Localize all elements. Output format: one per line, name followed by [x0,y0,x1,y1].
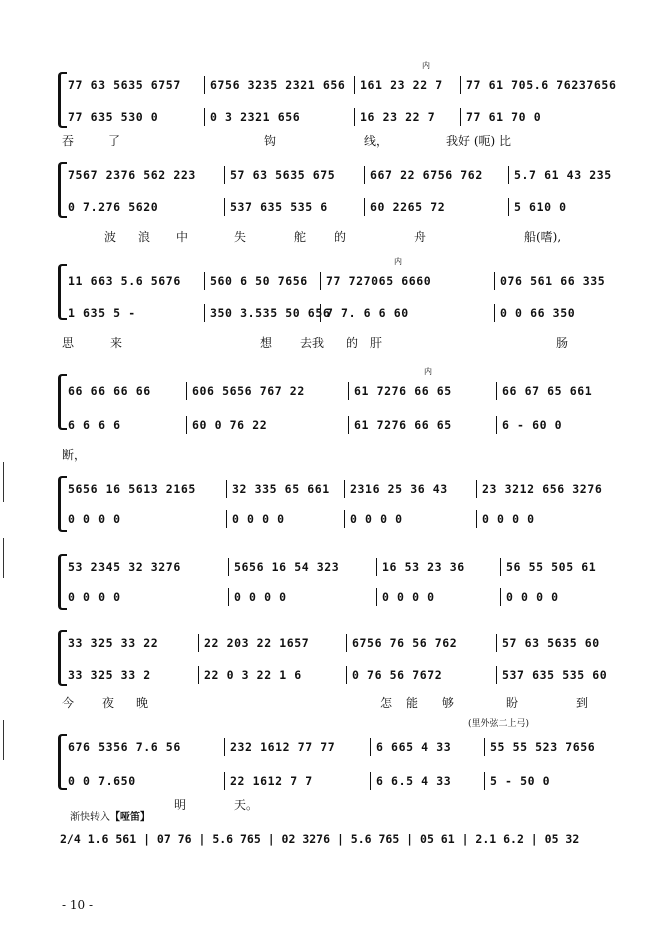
measure: 22 0 3 22 1 6 [204,668,302,682]
measure: 350 3.535 50 656 [210,306,331,320]
lyric: 船(嗜), [524,230,562,244]
barline [496,416,497,434]
measure: 23 3212 656 3276 [482,482,603,496]
lyrics-line [64,446,636,462]
measure: 6 6.5 4 33 [376,774,452,788]
measure: 57 63 5635 675 [230,168,336,182]
lower-staff [64,666,636,684]
upper-staff [64,76,636,94]
barline [508,166,509,184]
measure: 0 0 0 0 [506,590,559,604]
barline [320,304,321,322]
final-staff: 2/4 1.6 561 | 07 76 | 5.6 765 | 02 3276 | 5.6 765 | 05 61 | 2.1 6.2 | 05 32 [60,832,580,846]
barline [354,108,355,126]
measure: 667 22 6756 762 [370,168,483,182]
measure: 0 7.276 5620 [68,200,159,214]
measure: 77 63 5635 6757 [68,78,181,92]
upper-staff [64,558,636,576]
barline [224,198,225,216]
upper-staff [64,634,636,652]
measure: 56 55 505 61 [506,560,597,574]
lyric: 的 [346,336,359,350]
measure: 6 - 60 0 [502,418,563,432]
barline [500,558,501,576]
lyric: 失 [234,230,247,244]
measure: 5656 16 5613 2165 [68,482,196,496]
mark-nei: 内 [422,61,430,70]
measure: 6 665 4 33 [376,740,452,754]
measure: 0 0 66 350 [500,306,576,320]
lyric: 盼 [506,696,519,710]
lyric: 我好 (呃) 比 [446,134,511,148]
measure: 076 561 66 335 [500,274,606,288]
barline [376,558,377,576]
measure: 0 0 0 0 [382,590,435,604]
measure: 61 7276 66 65 [354,384,452,398]
measure: 32 335 65 661 [232,482,330,496]
measure: 5 610 0 [514,200,567,214]
upper-staff [64,272,636,290]
measure: 57 63 5635 60 [502,636,600,650]
lower-staff [64,304,636,322]
barline [224,166,225,184]
barline [186,416,187,434]
measure: 0 0 0 0 [68,590,121,604]
barline [364,198,365,216]
lyric: 今 [62,696,75,710]
measure: 0 3 2321 656 [210,110,301,124]
measure: 60 2265 72 [370,200,446,214]
measure: 22 203 22 1657 [204,636,310,650]
barline [496,666,497,684]
measure: 7 7. 6 6 60 [326,306,409,320]
lyrics-line [64,228,636,244]
measure: 5 - 50 0 [490,774,551,788]
lyric: 波 [104,230,117,244]
measure: 560 6 50 7656 [210,274,308,288]
measure: 0 0 0 0 [68,512,121,526]
instrument-label: 【哑笛】 [110,812,150,823]
barline [224,772,225,790]
measure: 2316 25 36 43 [350,482,448,496]
upper-staff [64,166,636,184]
measure: 77 635 530 0 [68,110,159,124]
measure: 77 727065 6660 [326,274,432,288]
barline [346,666,347,684]
lower-staff [64,108,636,126]
barline [476,480,477,498]
lyrics-line [64,132,636,148]
barline [204,304,205,322]
lyric: 断， [62,448,87,462]
upper-staff [64,738,636,756]
tempo-instruction [70,808,150,823]
margin-line-3 [3,720,4,760]
lyric: 舵 [294,230,307,244]
measure: 0 76 56 7672 [352,668,443,682]
barline [370,772,371,790]
measure: 6756 3235 2321 656 [210,78,346,92]
barline [204,272,205,290]
barline [228,558,229,576]
measure: 66 67 65 661 [502,384,593,398]
lyric: 舟 [414,230,427,244]
measure: 61 7276 66 65 [354,418,452,432]
barline [370,738,371,756]
measure: 5656 16 54 323 [234,560,340,574]
barline [496,634,497,652]
barline [348,382,349,400]
barline [364,166,365,184]
barline [204,76,205,94]
measure: 16 53 23 36 [382,560,465,574]
lyric: 中 [176,230,189,244]
lyric: 思 [62,336,75,350]
lyric: 吞 [62,134,75,148]
lower-staff [64,416,636,434]
barline [344,480,345,498]
lyrics-line [64,334,636,350]
mark-nei: 内 [424,367,432,376]
lyric: 晚 [136,696,149,710]
margin-line-2 [3,538,4,578]
page-number: - 10 - [62,898,94,912]
measure: 77 61 705.6 76237656 [466,78,617,92]
barline [354,76,355,94]
tempo-text: 渐快转入 [70,812,110,823]
measure: 0 0 0 0 [350,512,403,526]
barline [484,738,485,756]
measure: 22 1612 7 7 [230,774,313,788]
measure: 7567 2376 562 223 [68,168,196,182]
barline [348,416,349,434]
barline [226,510,227,528]
lyric: 夜 [102,696,115,710]
barline [344,510,345,528]
measure: 33 325 33 2 [68,668,151,682]
measure: 537 635 535 60 [502,668,608,682]
measure: 16 23 22 7 [360,110,436,124]
measure: 6 6 6 6 [68,418,121,432]
lyric: 想 [260,336,273,350]
barline [494,304,495,322]
barline [376,588,377,606]
barline [496,382,497,400]
measure: 1 635 5 - [68,306,136,320]
barline [320,272,321,290]
lyric: 线， [364,134,389,148]
barline [460,108,461,126]
barline [460,76,461,94]
lyric: 浪 [138,230,151,244]
barline [346,634,347,652]
measure: 5.7 61 43 235 [514,168,612,182]
lyric: 的 [334,230,347,244]
measure: 6756 76 56 762 [352,636,458,650]
measure: 0 0 0 0 [234,590,287,604]
measure: 161 23 22 7 [360,78,443,92]
measure: 0 0 0 0 [232,512,285,526]
barline [226,480,227,498]
measure: 33 325 33 22 [68,636,159,650]
lower-staff [64,588,636,606]
barline [204,108,205,126]
margin-line-1 [3,462,4,502]
barline [484,772,485,790]
measure: 53 2345 32 3276 [68,560,181,574]
lower-staff [64,772,636,790]
lyric: 明 [174,798,187,812]
barline [186,382,187,400]
lower-staff [64,510,636,528]
measure: 676 5356 7.6 56 [68,740,181,754]
lyric: 了 [108,134,121,148]
lyric: 怎 [380,696,393,710]
measure: 60 0 76 22 [192,418,268,432]
lyric: 能 [406,696,419,710]
lyric: 天。 [234,798,259,812]
upper-staff [64,382,636,400]
measure: 606 5656 767 22 [192,384,305,398]
lower-staff [64,198,636,216]
lyrics-line [64,694,636,710]
lyric: 去我 [300,336,325,350]
lyric: 肝 [370,336,383,350]
mark-nei: 内 [394,257,402,266]
barline [228,588,229,606]
measure: 66 66 66 66 [68,384,151,398]
lyric: 够 [442,696,455,710]
measure: 0 0 0 0 [482,512,535,526]
measure: 55 55 523 7656 [490,740,596,754]
measure: 0 0 7.650 [68,774,136,788]
bowing-note: (里外弦二上弓) [468,719,530,729]
barline [476,510,477,528]
barline [508,198,509,216]
lyric: 肠 [556,336,569,350]
measure: 232 1612 77 77 [230,740,336,754]
lyric: 钩 [264,134,277,148]
barline [198,666,199,684]
barline [198,634,199,652]
lyric: 到 [576,696,589,710]
upper-staff [64,480,636,498]
barline [224,738,225,756]
lyric: 来 [110,336,123,350]
measure: 537 635 535 6 [230,200,328,214]
measure: 77 61 70 0 [466,110,542,124]
measure: 11 663 5.6 5676 [68,274,181,288]
barline [494,272,495,290]
barline [500,588,501,606]
